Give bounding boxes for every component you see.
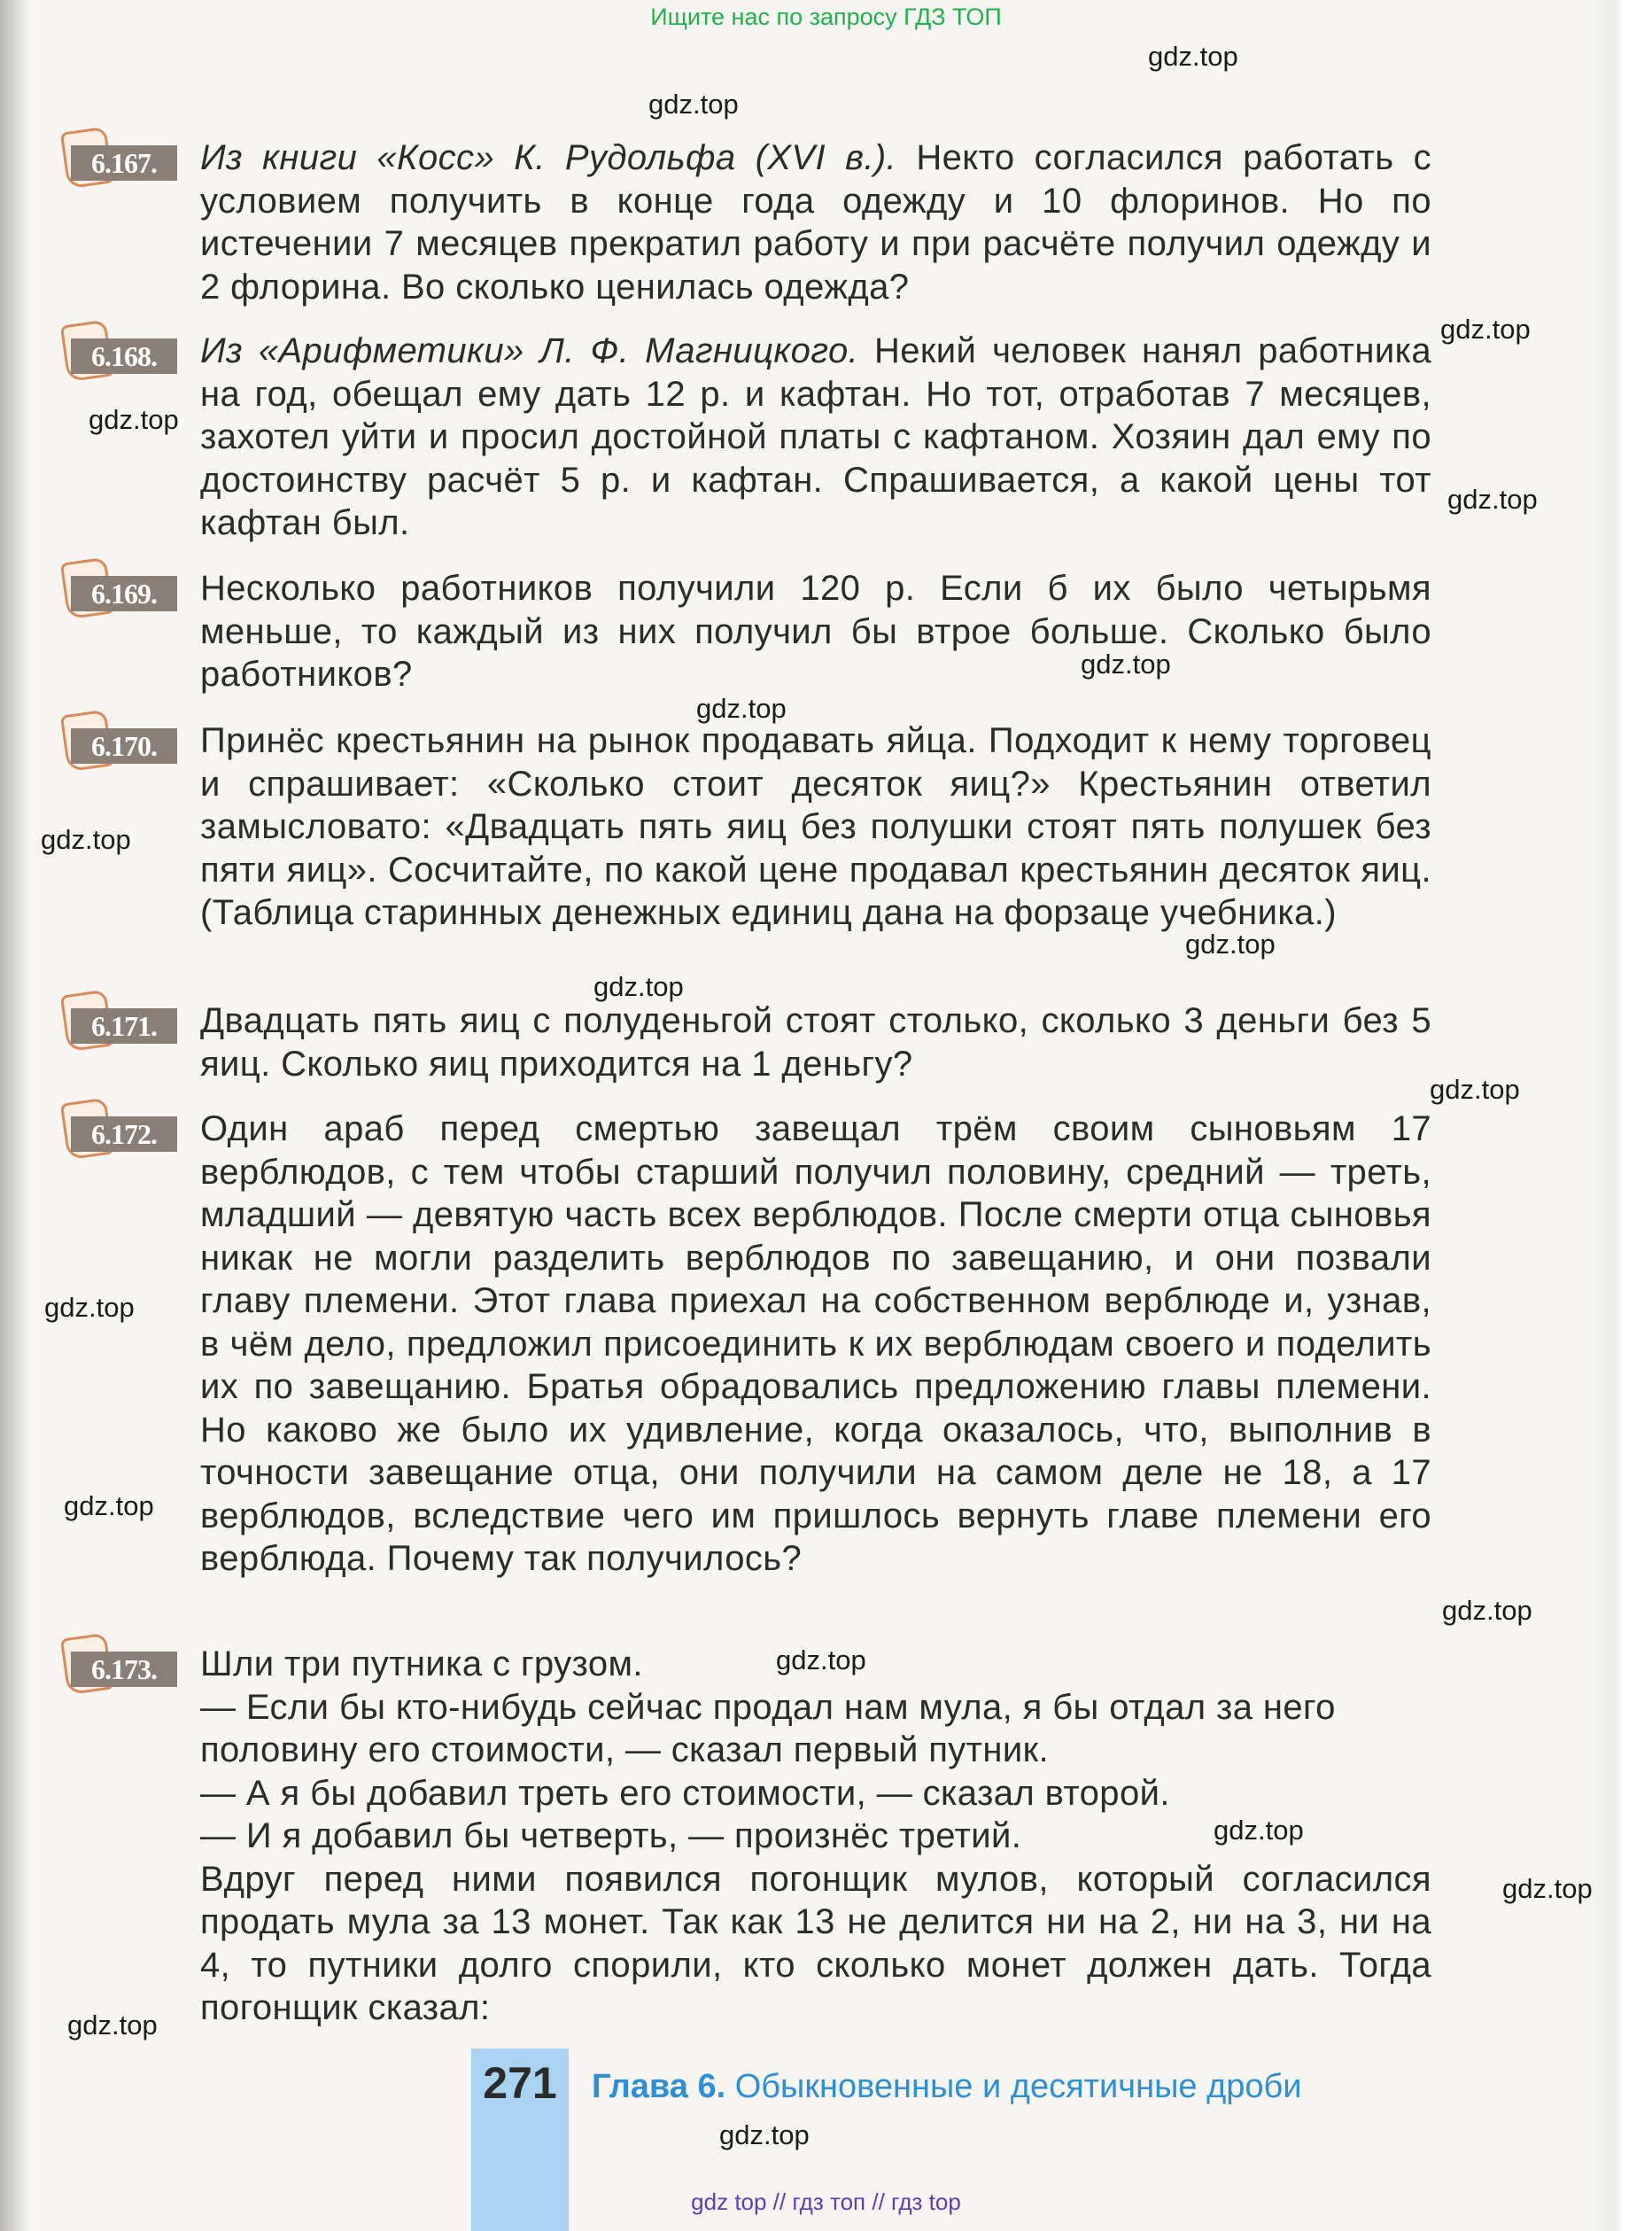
- watermark: gdz.top: [41, 824, 131, 855]
- watermark: gdz.top: [1214, 1815, 1304, 1846]
- watermark: gdz.top: [89, 404, 179, 435]
- problem-body: Двадцать пять яиц с полуденьгой стоят столько, сколько 3 деньги без 5 яиц. Сколько яиц приходится на 1 деньгу?: [200, 1001, 1431, 1084]
- problem-body: Некто согласился работать с условием получить в конце года одежду и 10 флоринов. Но по истечении 7 месяцев прекратил работу и при расчёте получил одежду и 2 флорина. Во сколько ценилась одежда?: [200, 138, 1432, 307]
- problem-source: Из книги «Косс» К. Рудольфа (XVI в.).: [200, 138, 897, 177]
- problem-number-badge: [64, 1113, 177, 1152]
- watermark: gdz.top: [1430, 1074, 1520, 1105]
- problem-number: 6.170.: [71, 728, 177, 764]
- footer-links[interactable]: gdz top // гдз топ // гдз top: [691, 2188, 961, 2215]
- problem-line: — А я бы добавил треть его стоимости, — сказал второй.: [200, 1773, 1170, 1813]
- problem-line: Вдруг перед ними появился погонщик мулов, который согласился продать мула за 13 монет. Так как 13 не делится ни на 2, ни на 3, ни на 4, то путники долго спорили, кто сколько монет должен дать. Тогда погонщик сказал:: [200, 1859, 1431, 2027]
- problem-line: — Если бы кто-нибудь сейчас продал нам мула, я бы отдал за него половину его стоимости, — сказал первый путник.: [200, 1687, 1336, 1769]
- problem-text: [200, 719, 1431, 935]
- problem-text: [200, 136, 1431, 308]
- problem-line: — И я добавил бы четверть, — произнёс третий.: [200, 1816, 1022, 1855]
- problem-body: Один араб перед смертью завещал трём своим сыновьям 17 верблюдов, с тем чтобы старший получил половину, средний — треть, младший — девятую часть всех верблюдов. После смерти отца сыновья никак не могли разделить верблюдов по завещанию, и они позвали главу племени. Этот глава приехал на собственном верблюде и, узнав, в чём дело, предложил присоединить к их верблюдам своего и поделить их по завещанию. Братья обрадовались предложению главы племени. Но каково же было их удивление, когда оказалось, что, выполнив в точности завещание отца, они получили на самом деле не 18, а 17 верблюдов, вследствие чего им пришлось вернуть главе племени его верблюда. Почему так получилось?: [200, 1109, 1431, 1578]
- problem-line: Шли три путника с грузом.: [200, 1644, 643, 1683]
- problem-body: Несколько работников получили 120 р. Если б их было четырьмя меньше, то каждый из них получил бы втрое больше. Сколько было работников?: [200, 569, 1431, 694]
- problem-body: Некий человек нанял работника на год, обещал ему дать 12 р. и кафтан. Но тот, отработав 7 месяцев, захотел уйти и просил достойной платы с кафтаном. Хозяин дал ему по достоинству расчёт 5 р. и кафтан. Спрашивается, а какой цены тот кафтан был.: [200, 331, 1431, 542]
- watermark: gdz.top: [1502, 1873, 1593, 1904]
- problem-number: 6.168.: [71, 338, 177, 374]
- page-spine-shadow: [0, 0, 30, 2231]
- watermark: gdz.top: [1185, 929, 1276, 960]
- problem-source: Из «Арифметики» Л. Ф. Магницкого.: [200, 331, 859, 370]
- problem-number-badge: [64, 572, 177, 611]
- problem-text: [200, 1108, 1431, 1581]
- watermark: gdz.top: [1440, 314, 1531, 345]
- problem-number-badge: [64, 725, 177, 764]
- problem-number: 6.169.: [71, 576, 177, 611]
- problem-number-badge: [64, 142, 177, 181]
- watermark: gdz.top: [44, 1292, 135, 1323]
- watermark: gdz.top: [1148, 41, 1238, 72]
- search-banner[interactable]: Ищите нас по запросу ГДЗ ТОП: [650, 4, 1002, 30]
- watermark: gdz.top: [648, 89, 739, 120]
- page-edge: [1590, 0, 1652, 2231]
- problem-number-badge: [64, 335, 177, 374]
- chapter-name: Обыкновенные и десятичные дроби: [734, 2068, 1302, 2105]
- watermark: gdz.top: [593, 971, 684, 1002]
- watermark: gdz.top: [719, 2119, 810, 2150]
- watermark: gdz.top: [696, 693, 787, 724]
- problem-number-badge: [64, 1648, 177, 1687]
- problem-text: [200, 330, 1431, 545]
- watermark: gdz.top: [64, 1490, 154, 1521]
- chapter-title: [592, 2068, 1302, 2106]
- problem-number: 6.171.: [71, 1008, 177, 1044]
- watermark: gdz.top: [1442, 1595, 1532, 1626]
- problem-text: [200, 567, 1431, 696]
- problem-body: Принёс крестьянин на рынок продавать яйца. Подходит к нему торговец и спрашивает: «Сколько стоит десяток яиц?» Крестьянин ответил замысловато: «Двадцать пять яиц без полушки стоят пять полушек без пяти яиц». Сосчитайте, по какой цене продавал крестьянин десяток яиц. (Таблица старинных денежных единиц дана на форзаце учебника.): [200, 721, 1431, 932]
- watermark: gdz.top: [1081, 649, 1171, 680]
- problem-number: 6.172.: [71, 1116, 177, 1152]
- chapter-label: Глава 6.: [592, 2068, 726, 2105]
- problem-number-badge: [64, 1005, 177, 1044]
- page-number: 271: [483, 2058, 557, 2108]
- watermark: gdz.top: [776, 1644, 866, 1675]
- problem-number: 6.167.: [71, 145, 177, 181]
- watermark: gdz.top: [67, 2009, 158, 2041]
- watermark: gdz.top: [1447, 484, 1538, 515]
- problem-number: 6.173.: [71, 1652, 177, 1687]
- problem-text: [200, 999, 1431, 1085]
